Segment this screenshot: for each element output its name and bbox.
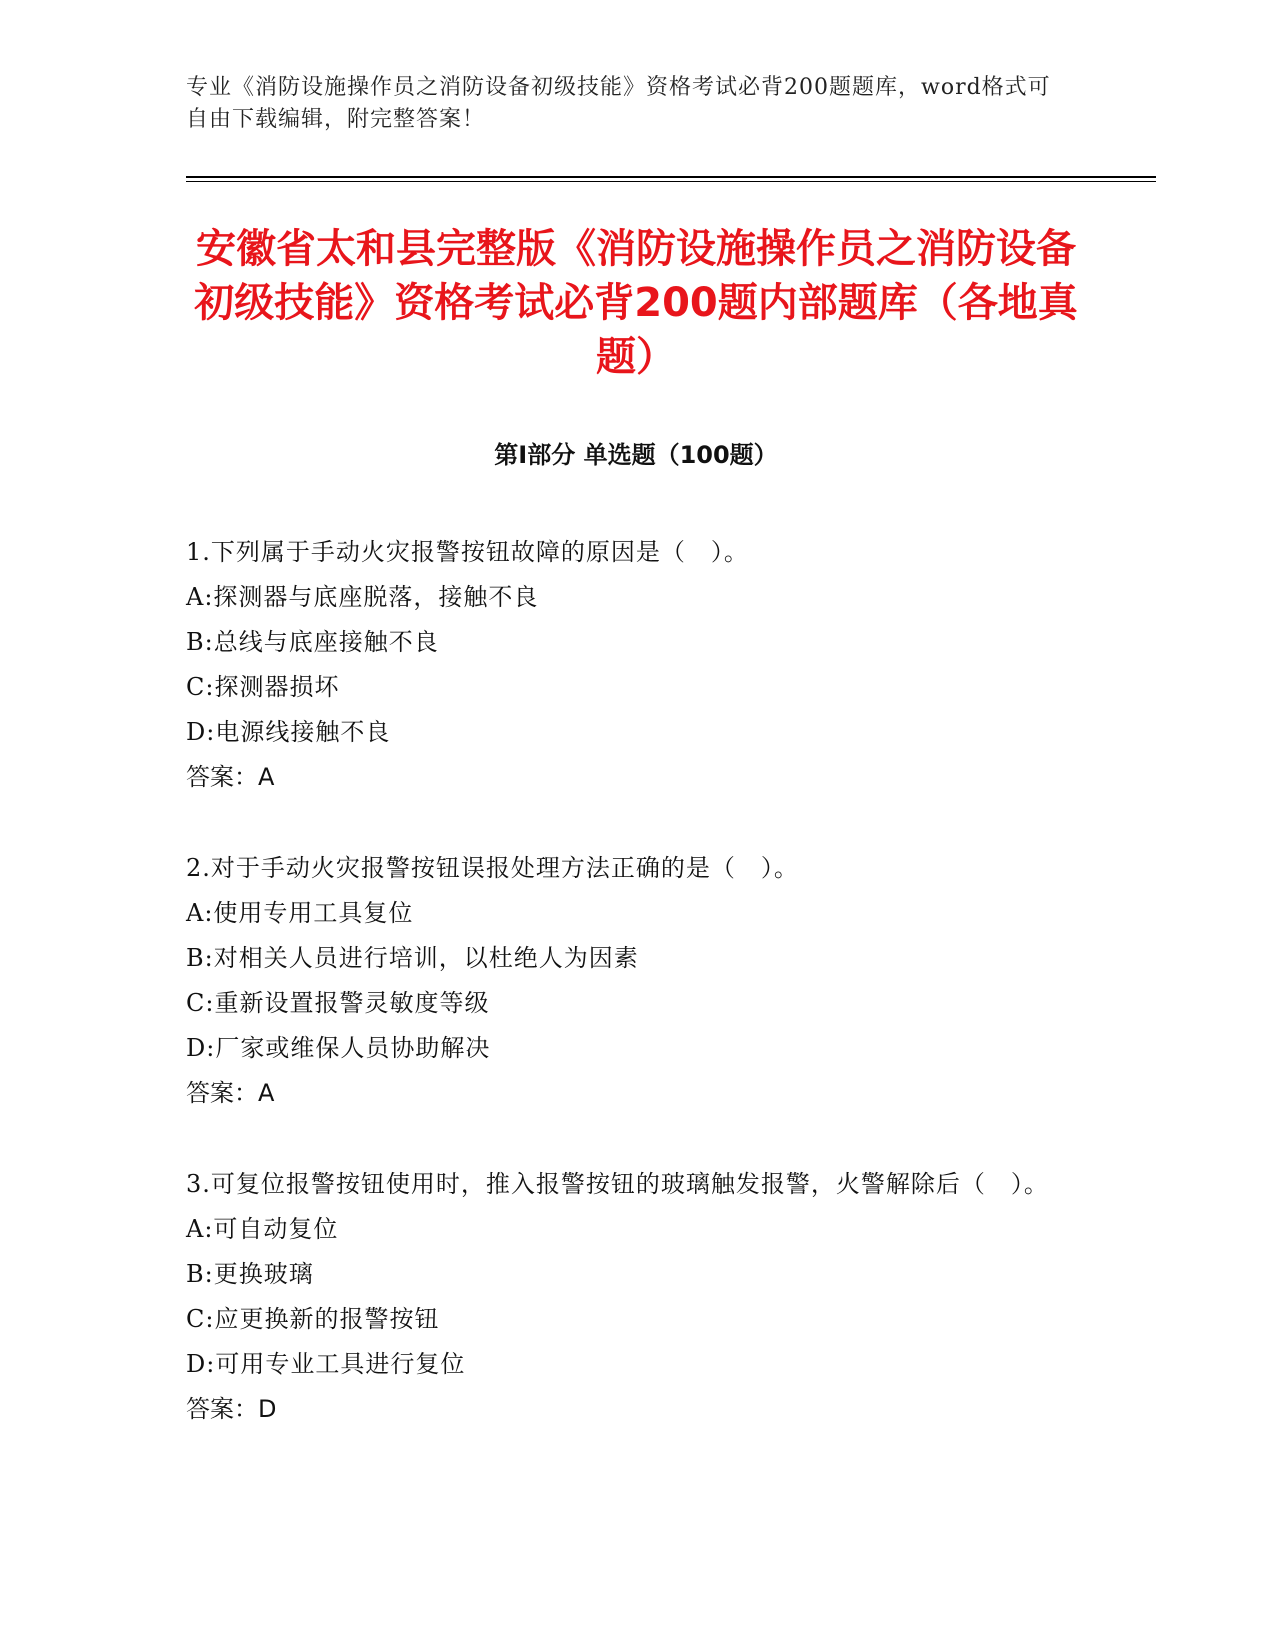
question-option-a: A:探测器与底座脱落，接触不良 <box>186 583 539 611</box>
header-rule-thin <box>186 181 1156 182</box>
question-list <box>186 530 1066 1478</box>
question-option-b: B:对相关人员进行培训，以杜绝人为因素 <box>186 944 639 972</box>
question-option-c: C:探测器损坏 <box>186 673 340 701</box>
question-answer: 答案：A <box>186 763 275 791</box>
question-item <box>186 530 1066 800</box>
question-option-d: D:厂家或维保人员协助解决 <box>186 1034 491 1062</box>
question-option-d: D:可用专业工具进行复位 <box>186 1350 466 1378</box>
question-option-a: A:使用专用工具复位 <box>186 899 414 927</box>
document-title: 安徽省太和县完整版《消防设施操作员之消防设备初级技能》资格考试必背200题内部题库（各地真题） <box>194 226 1078 380</box>
question-option-d: D:电源线接触不良 <box>186 718 391 746</box>
header-note: 专业《消防设施操作员之消防设备初级技能》资格考试必背200题题库，word格式可自由下载编辑，附完整答案！ <box>186 75 1051 132</box>
section-title: 第I部分 单选题（100题） <box>494 441 778 469</box>
question-option-b: B:更换玻璃 <box>186 1260 314 1288</box>
header-rule-thick <box>186 176 1156 178</box>
question-option-c: C:应更换新的报警按钮 <box>186 1305 440 1333</box>
question-answer: 答案：A <box>186 1079 275 1107</box>
question-option-c: C:重新设置报警灵敏度等级 <box>186 989 490 1017</box>
question-item <box>186 846 1066 1116</box>
question-stem: 1.下列属于手动火灾报警按钮故障的原因是（ ）。 <box>186 538 749 566</box>
question-option-b: B:总线与底座接触不良 <box>186 628 439 656</box>
question-item <box>186 1162 1066 1432</box>
question-option-a: A:可自动复位 <box>186 1215 339 1243</box>
question-answer: 答案：D <box>186 1395 277 1423</box>
question-stem: 3.可复位报警按钮使用时，推入报警按钮的玻璃触发报警，火警解除后（ ）。 <box>186 1170 1049 1198</box>
question-stem: 2.对于手动火灾报警按钮误报处理方法正确的是（ ）。 <box>186 854 799 882</box>
